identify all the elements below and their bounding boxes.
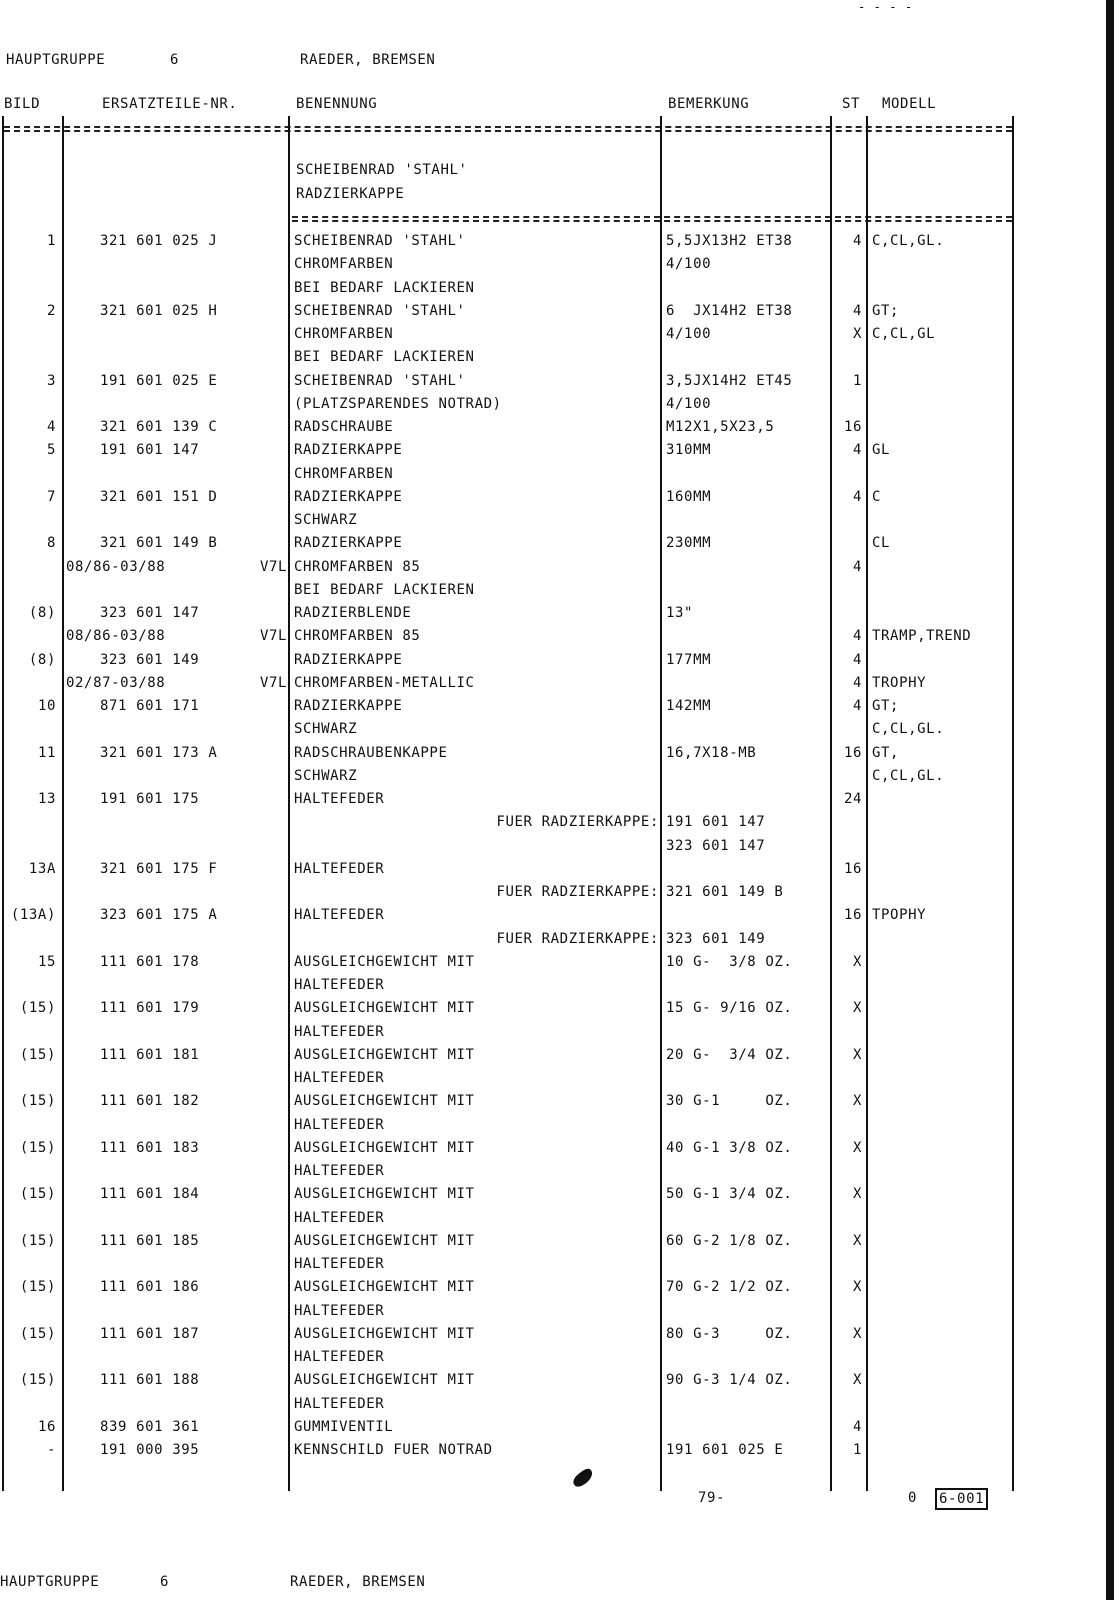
modell-cell: TPOPHY [872,907,927,924]
table-row [0,346,1040,369]
benennung-cell: HALTEFEDER [294,1023,385,1040]
benennung-cell: FUER RADZIERKAPPE: [496,930,659,947]
benennung-cell: RADZIERKAPPE [294,651,403,668]
benennung-cell: SCHEIBENRAD 'STAHL' [294,372,466,389]
bild-cell: 11 [37,744,56,761]
table-row [0,1183,1040,1206]
table-row [0,370,1040,393]
section-title-line1: SCHEIBENRAD 'STAHL' [296,162,468,178]
column-header-modell: MODELL [882,96,937,112]
table-row [0,1346,1040,1369]
table-row [0,463,1040,486]
benennung-cell: HALTEFEDER [294,977,385,993]
bild-cell: (8) [28,651,56,668]
quantity-cell: X [852,1372,862,1389]
part-number-cell: 191 000 395 [100,1442,200,1458]
modell-cell: GT, [872,744,900,761]
table-row [0,532,1040,555]
quantity-cell: 4 [852,1418,862,1435]
benennung-cell: RADZIERKAPPE [294,488,403,505]
modell-cell: C,CL,GL. [872,721,945,738]
part-number-cell: 111 601 186 [100,1279,200,1296]
benennung-cell: CHROMFARBEN [294,465,394,482]
bild-cell: 5 [46,442,56,459]
benennung-cell: CHROMFARBEN [294,256,394,273]
table-row [0,881,1040,904]
benennung-cell: BEI BEDARF LACKIEREN [294,581,475,598]
date-range-cell: 08/86-03/88 [66,628,166,645]
bemerkung-cell: 90 G-3 1/4 OZ. [666,1372,793,1389]
quantity-cell: 4 [852,442,862,459]
part-number-cell: 191 601 175 [100,791,200,807]
quantity-cell: 4 [852,698,862,714]
table-row [0,1276,1040,1299]
page-code-box: 6-001 [935,1488,988,1510]
bild-cell: (15) [19,1325,56,1342]
table-row [0,416,1040,439]
footer-group-number: 6 [160,1574,170,1590]
bild-cell: (8) [28,605,56,621]
bild-cell: - [46,1442,56,1458]
bemerkung-cell: 4/100 [666,326,712,342]
benennung-cell: KENNSCHILD FUER NOTRAD [294,1442,493,1458]
footer-group-label: HAUPTGRUPPE [0,1574,100,1590]
modell-cell: TRAMP,TREND [872,628,972,645]
modell-cell: C,CL,GL. [872,233,945,249]
benennung-cell: RADZIERKAPPE [294,698,403,714]
table-row [0,253,1040,276]
part-number-cell: 323 601 147 [100,605,200,621]
benennung-cell: HALTEFEDER [294,791,385,807]
modell-cell: GL [872,442,891,459]
benennung-cell: AUSGLEICHGEWICHT MIT [294,1325,475,1342]
quantity-cell: X [852,1186,862,1203]
modell-cell: GT; [872,302,900,319]
quantity-cell: X [852,1325,862,1342]
bemerkung-cell: 142MM [666,698,712,714]
benennung-cell: HALTEFEDER [294,1209,385,1226]
table-row [0,300,1040,323]
part-number-cell: 191 601 025 E [100,372,218,389]
table-row [0,1393,1040,1416]
quantity-cell: X [852,1093,862,1110]
column-header-bild: BILD [4,96,41,112]
bemerkung-cell: 4/100 [666,256,712,273]
table-row [0,1067,1040,1090]
part-number-cell: 323 601 149 [100,651,200,668]
bemerkung-cell: 323 601 147 [666,837,766,854]
column-header-bemerkung: BEMERKUNG [668,96,750,112]
table-row [0,393,1040,416]
benennung-cell: RADZIERKAPPE [294,442,403,459]
bemerkung-cell: 15 G- 9/16 OZ. [666,1000,793,1017]
table-row [0,277,1040,300]
date-range-cell: 02/87-03/88 [66,674,166,691]
bild-cell: (13A) [10,907,56,924]
bemerkung-cell: 191 601 025 E [666,1442,784,1458]
benennung-cell: AUSGLEICHGEWICHT MIT [294,1000,475,1017]
benennung-cell: HALTEFEDER [294,1070,385,1086]
bild-cell: (15) [19,1046,56,1063]
part-number-cell: 321 601 151 D [100,488,218,505]
table-row [0,1253,1040,1276]
benennung-cell: AUSGLEICHGEWICHT MIT [294,1093,475,1110]
part-number-cell: 321 601 149 B [100,535,218,552]
quantity-cell: X [852,1232,862,1249]
bild-cell: (15) [19,1093,56,1110]
quantity-cell: 1 [852,372,862,389]
benennung-cell: HALTEFEDER [294,907,385,924]
benennung-cell: RADSCHRAUBENKAPPE [294,744,448,761]
table-row [0,1207,1040,1230]
table-row [0,230,1040,253]
benennung-cell: CHROMFARBEN-METALLIC [294,674,475,691]
table-row [0,672,1040,695]
modell-cell: CL [872,535,891,552]
table-row [0,904,1040,927]
benennung-cell: SCHWARZ [294,512,358,528]
benennung-cell: CHROMFARBEN [294,326,394,342]
quantity-cell: X [852,1139,862,1156]
bild-cell: 8 [46,535,56,552]
quantity-cell: X [852,1000,862,1017]
benennung-cell: SCHEIBENRAD 'STAHL' [294,233,466,249]
bild-cell: (15) [19,1279,56,1296]
part-number-cell: 191 601 147 [100,442,200,459]
bild-cell: 3 [46,372,56,389]
table-row [0,788,1040,811]
bild-cell: 15 [37,953,56,970]
bemerkung-cell: M12X1,5X23,5 [666,419,775,435]
part-number-cell: 111 601 188 [100,1372,200,1389]
table-row [0,649,1040,672]
quantity-cell: 4 [852,233,862,249]
bild-cell: (15) [19,1000,56,1017]
quantity-cell: X [852,326,862,342]
bemerkung-cell: 20 G- 3/4 OZ. [666,1046,793,1063]
quantity-cell: X [852,1279,862,1296]
quantity-cell: 4 [852,674,862,691]
bemerkung-cell: 3,5JX14H2 ET45 [666,372,793,389]
bild-cell: 16 [37,1418,56,1435]
quantity-cell: 16 [843,419,862,435]
table-row [0,835,1040,858]
table-row [0,602,1040,625]
benennung-cell: FUER RADZIERKAPPE: [496,814,659,831]
bild-cell: 2 [46,302,56,319]
benennung-cell: HALTEFEDER [294,1116,385,1133]
variant-code-cell: V7L [260,674,288,691]
benennung-cell: (PLATZSPARENDES NOTRAD) [294,395,502,412]
quantity-cell: 4 [852,302,862,319]
bemerkung-cell: 80 G-3 OZ. [666,1325,793,1342]
table-row [0,1439,1040,1462]
table-row [0,486,1040,509]
benennung-cell: SCHEIBENRAD 'STAHL' [294,302,466,319]
part-number-cell: 321 601 175 F [100,860,218,877]
table-row [0,1137,1040,1160]
benennung-cell: AUSGLEICHGEWICHT MIT [294,1372,475,1389]
table-row [0,1300,1040,1323]
header-separator [4,126,1012,132]
benennung-cell: RADSCHRAUBE [294,419,394,435]
modell-cell: C,CL,GL [872,326,936,342]
page-edge-shadow [1106,0,1114,1600]
bemerkung-cell: 30 G-1 OZ. [666,1093,793,1110]
benennung-cell: FUER RADZIERKAPPE: [496,884,659,900]
quantity-cell: 4 [852,628,862,645]
benennung-cell: GUMMIVENTIL [294,1418,394,1435]
bemerkung-cell: 177MM [666,651,712,668]
bemerkung-cell: 160MM [666,488,712,505]
bemerkung-cell: 70 G-2 1/2 OZ. [666,1279,793,1296]
part-number-cell: 111 601 184 [100,1186,200,1203]
benennung-cell: AUSGLEICHGEWICHT MIT [294,953,475,970]
table-row [0,1416,1040,1439]
table-row [0,974,1040,997]
part-number-cell: 111 601 187 [100,1325,200,1342]
quantity-cell: X [852,953,862,970]
part-number-cell: 111 601 185 [100,1232,200,1249]
bemerkung-cell: 5,5JX13H2 ET38 [666,233,793,249]
table-row [0,556,1040,579]
quantity-cell: 24 [843,791,862,807]
benennung-cell: BEI BEDARF LACKIEREN [294,279,475,296]
bemerkung-cell: 191 601 147 [666,814,766,831]
column-header-st: ST [842,96,861,112]
benennung-cell: AUSGLEICHGEWICHT MIT [294,1232,475,1249]
table-row [0,742,1040,765]
quantity-cell: 4 [852,651,862,668]
part-number-cell: 839 601 361 [100,1418,200,1435]
table-row [0,1369,1040,1392]
bild-cell: 4 [46,419,56,435]
quantity-cell: 16 [843,744,862,761]
bild-cell: 13A [28,860,56,877]
table-row [0,323,1040,346]
part-number-cell: 111 601 179 [100,1000,200,1017]
footer-group-title: RAEDER, BREMSEN [290,1574,426,1590]
bild-cell: 7 [46,488,56,505]
benennung-cell: HALTEFEDER [294,860,385,877]
bemerkung-cell: 321 601 149 B [666,884,784,900]
table-row [0,1323,1040,1346]
table-row [0,1090,1040,1113]
bild-cell: 1 [46,233,56,249]
quantity-cell: 4 [852,488,862,505]
table-row [0,1160,1040,1183]
quantity-cell: 4 [852,558,862,575]
page-number: 79- [698,1490,726,1506]
table-row [0,1114,1040,1137]
table-row [0,439,1040,462]
modell-cell: C [872,488,882,505]
group-label: HAUPTGRUPPE [6,52,106,68]
table-row [0,1044,1040,1067]
benennung-cell: AUSGLEICHGEWICHT MIT [294,1046,475,1063]
benennung-cell: RADZIERBLENDE [294,605,412,621]
quantity-cell: 1 [852,1442,862,1458]
table-row [0,997,1040,1020]
part-number-cell: 871 601 171 [100,698,200,714]
benennung-cell: AUSGLEICHGEWICHT MIT [294,1279,475,1296]
column-header-benennung: BENENNUNG [296,96,378,112]
group-number: 6 [170,52,180,68]
variant-code-cell: V7L [260,558,288,575]
bemerkung-cell: 4/100 [666,395,712,412]
bemerkung-cell: 40 G-1 3/8 OZ. [666,1139,793,1156]
section-title-line2: RADZIERKAPPE [296,186,405,202]
bemerkung-cell: 310MM [666,442,712,459]
benennung-cell: AUSGLEICHGEWICHT MIT [294,1186,475,1203]
bild-cell: 10 [37,698,56,714]
part-number-cell: 321 601 025 J [100,233,218,249]
bild-cell: (15) [19,1186,56,1203]
part-number-cell: 321 601 139 C [100,419,218,435]
table-row [0,858,1040,881]
part-number-cell: 321 601 025 H [100,302,218,319]
benennung-cell: HALTEFEDER [294,1163,385,1179]
part-number-cell: 323 601 175 A [100,907,218,924]
part-number-cell: 111 601 182 [100,1093,200,1110]
benennung-cell: CHROMFARBEN 85 [294,558,421,575]
benennung-cell: HALTEFEDER [294,1256,385,1272]
modell-cell: TROPHY [872,674,927,691]
bild-cell: (15) [19,1372,56,1389]
benennung-cell: BEI BEDARF LACKIEREN [294,349,475,366]
bemerkung-cell: 60 G-2 1/8 OZ. [666,1232,793,1249]
benennung-cell: SCHWARZ [294,721,358,738]
table-row [0,951,1040,974]
table-row [0,625,1040,648]
table-row [0,718,1040,741]
ink-smudge [571,1467,596,1489]
page-corner-mark: - - - - [858,0,913,14]
table-row [0,811,1040,834]
benennung-cell: RADZIERKAPPE [294,535,403,552]
bemerkung-cell: 13" [666,605,694,621]
part-number-cell: 111 601 181 [100,1046,200,1063]
table-row [0,928,1040,951]
revision-number: 0 [908,1490,918,1506]
column-header-ersatzteile-nr: ERSATZTEILE-NR. [102,96,238,112]
part-number-cell: 111 601 178 [100,953,200,970]
bild-cell: (15) [19,1139,56,1156]
modell-cell: C,CL,GL. [872,767,945,784]
table-row [0,1021,1040,1044]
section-separator [292,216,1012,222]
group-title: RAEDER, BREMSEN [300,52,436,68]
benennung-cell: AUSGLEICHGEWICHT MIT [294,1139,475,1156]
quantity-cell: X [852,1046,862,1063]
bemerkung-cell: 16,7X18-MB [666,744,757,761]
benennung-cell: SCHWARZ [294,767,358,784]
bemerkung-cell: 323 601 149 [666,930,766,947]
bemerkung-cell: 50 G-1 3/4 OZ. [666,1186,793,1203]
table-row [0,509,1040,532]
table-row [0,579,1040,602]
date-range-cell: 08/86-03/88 [66,558,166,575]
benennung-cell: HALTEFEDER [294,1349,385,1365]
bemerkung-cell: 10 G- 3/8 OZ. [666,953,793,970]
part-number-cell: 321 601 173 A [100,744,218,761]
bemerkung-cell: 230MM [666,535,712,552]
variant-code-cell: V7L [260,628,288,645]
table-row [0,695,1040,718]
benennung-cell: HALTEFEDER [294,1395,385,1412]
benennung-cell: CHROMFARBEN 85 [294,628,421,645]
part-number-cell: 111 601 183 [100,1139,200,1156]
bild-cell: (15) [19,1232,56,1249]
table-row [0,1230,1040,1253]
quantity-cell: 16 [843,907,862,924]
table-row [0,765,1040,788]
benennung-cell: HALTEFEDER [294,1302,385,1319]
quantity-cell: 16 [843,860,862,877]
modell-cell: GT; [872,698,900,714]
bemerkung-cell: 6 JX14H2 ET38 [666,302,793,319]
bild-cell: 13 [37,791,56,807]
